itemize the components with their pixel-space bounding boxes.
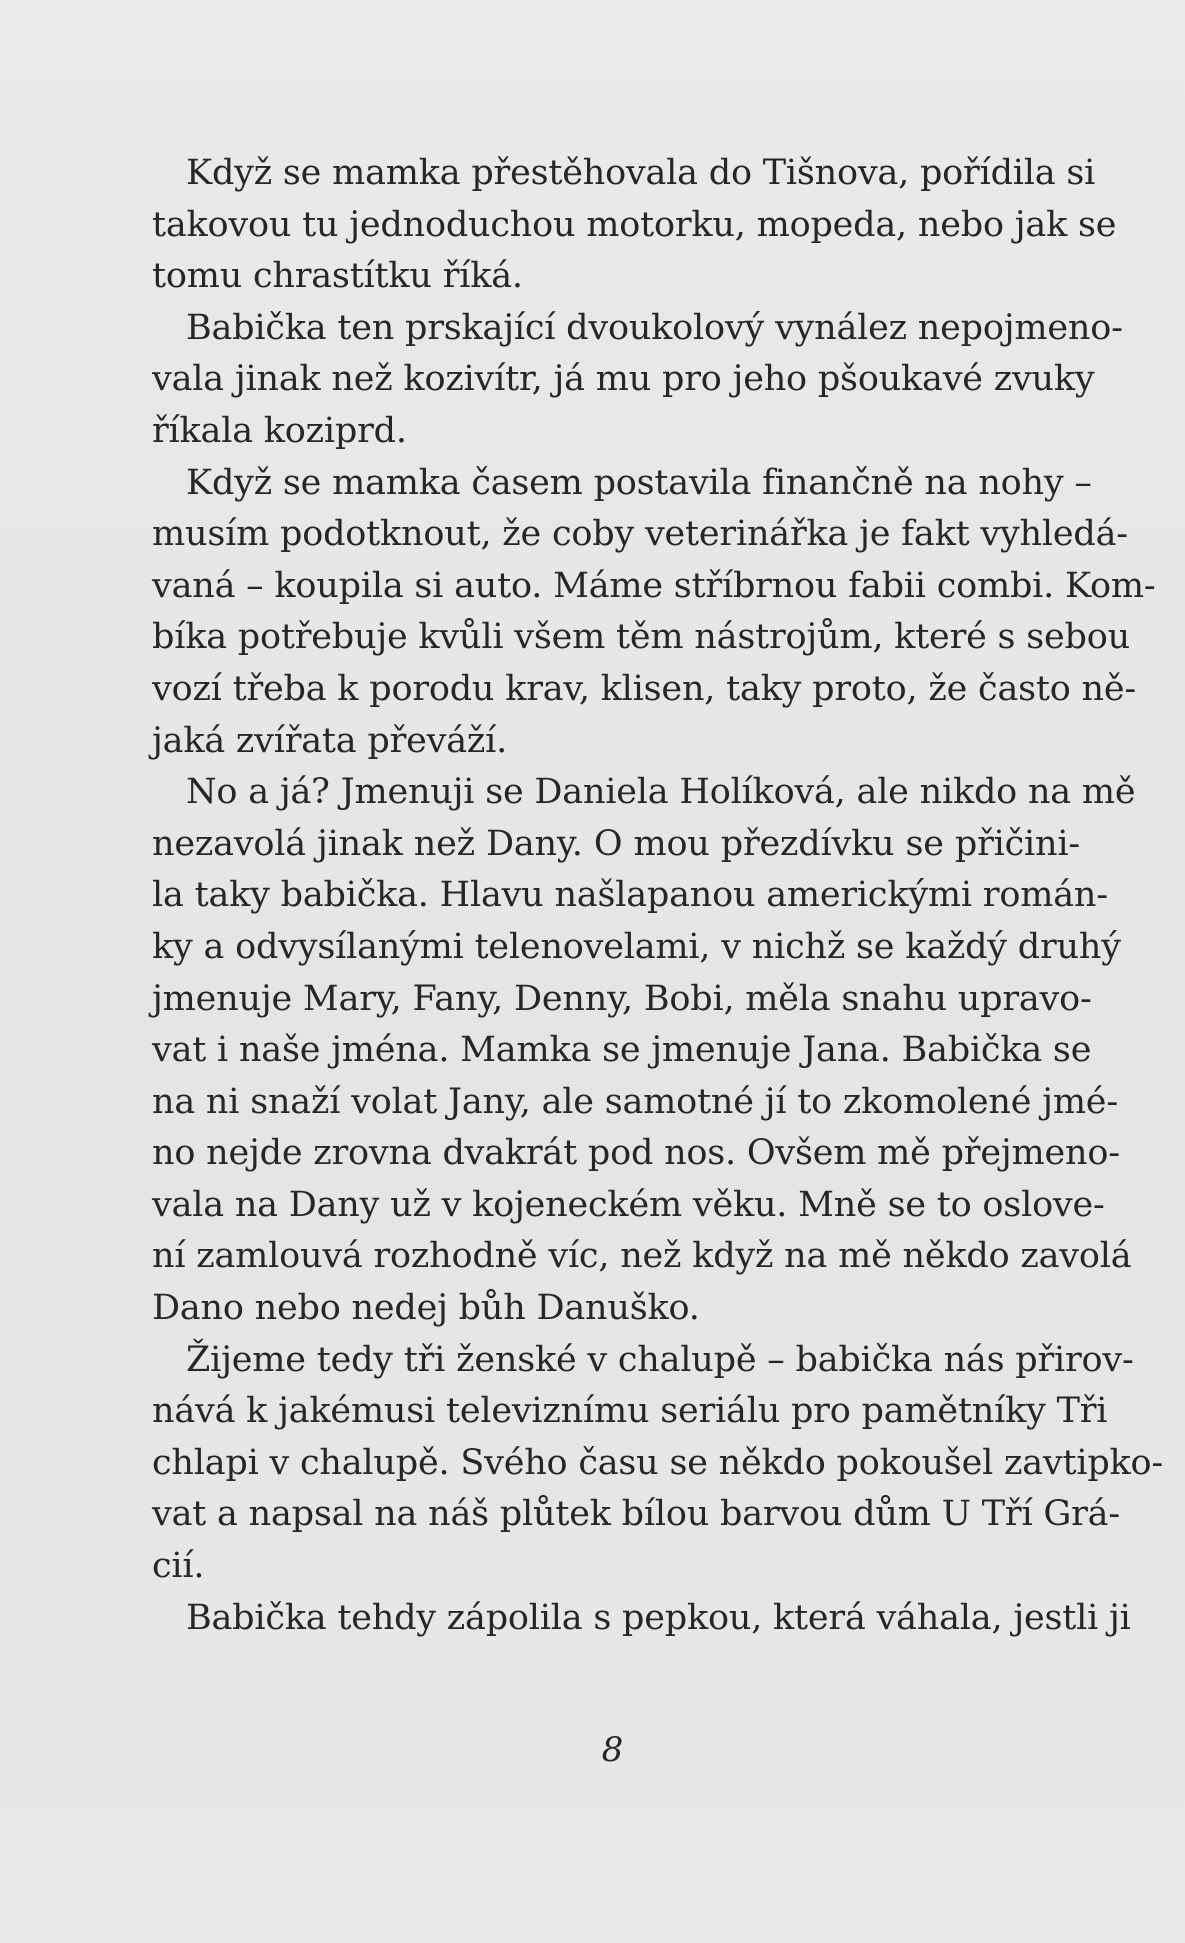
paragraph (152, 1335, 1164, 1593)
paragraph (152, 303, 1123, 458)
text-line: Babička tehdy zápolila s pepkou, která váhala, jestli ji (186, 1597, 1131, 1638)
text-line: No a já? Jmenuji se Daniela Holíková, ale nikdo na mě (186, 772, 1136, 813)
text-line: no nejde zrovna dvakrát pod nos. Ovšem mě přejmeno- (152, 1133, 1120, 1174)
text-line: takovou tu jednoduchou motorku, mopeda, nebo jak se (152, 204, 1117, 245)
text-line: vaná – koupila si auto. Máme stříbrnou fabii combi. Kom- (152, 565, 1156, 606)
paragraph (152, 1593, 1131, 1645)
text-line: Žijeme tedy tři ženské v chalupě – babička nás přirov- (186, 1339, 1134, 1380)
paragraph (152, 458, 1156, 768)
text-line: vat a napsal na náš plůtek bílou barvou dům U Tří Grá- (152, 1494, 1120, 1535)
text-line: nezavolá jinak než Dany. O mou přezdívku se přičini- (152, 823, 1080, 864)
text-line: jmenuje Mary, Fany, Denny, Bobi, měla snahu upravo- (152, 978, 1092, 1019)
text-line: chlapi v chalupě. Svého času se někdo pokoušel zavtipko- (152, 1442, 1164, 1483)
text-line: nává k jakémusi televiznímu seriálu pro pamětníky Tři (152, 1391, 1108, 1432)
text-line: vala na Dany už v kojeneckém věku. Mně se to oslove- (152, 1184, 1105, 1225)
text-line: vat i naše jména. Mamka se jmenuje Jana. Babička se (152, 1030, 1092, 1071)
text-line: tomu chrastítku říká. (152, 256, 523, 297)
text-line: vozí třeba k porodu krav, klisen, taky proto, že často ně- (152, 668, 1137, 709)
paragraph (152, 767, 1136, 1335)
text-line: bíka potřebuje kvůli všem těm nástrojům, které s sebou (152, 617, 1130, 658)
text-line: Když se mamka časem postavila finančně na nohy – (186, 462, 1092, 503)
text-line: la taky babička. Hlavu našlapanou americkými román- (152, 875, 1108, 916)
text-line: ní zamlouvá rozhodně víc, než když na mě někdo zavolá (152, 1236, 1132, 1277)
body-text (152, 148, 1164, 1644)
text-line: Když se mamka přestěhovala do Tišnova, pořídila si (186, 153, 1096, 193)
text-line: cií. (152, 1546, 205, 1587)
text-line: jaká zvířata převáží. (152, 720, 508, 761)
page-number: 8 (601, 1730, 624, 1770)
text-line: musím podotknout, že coby veterinářka je fakt vyhledá- (152, 514, 1128, 555)
text-line: na ni snaží volat Jany, ale samotné jí to zkomolené jmé- (152, 1081, 1118, 1122)
text-line: vala jinak než kozivítr, já mu pro jeho pšoukavé zvuky (152, 359, 1095, 400)
text-line: říkala koziprd. (152, 410, 407, 451)
text-line: Dano nebo nedej bůh Danuško. (152, 1288, 700, 1329)
text-line: ky a odvysílanými telenovelami, v nichž se každý druhý (152, 926, 1121, 967)
paragraph (152, 148, 1117, 303)
text-line: Babička ten prskající dvoukolový vynález nepojmeno- (186, 307, 1123, 348)
